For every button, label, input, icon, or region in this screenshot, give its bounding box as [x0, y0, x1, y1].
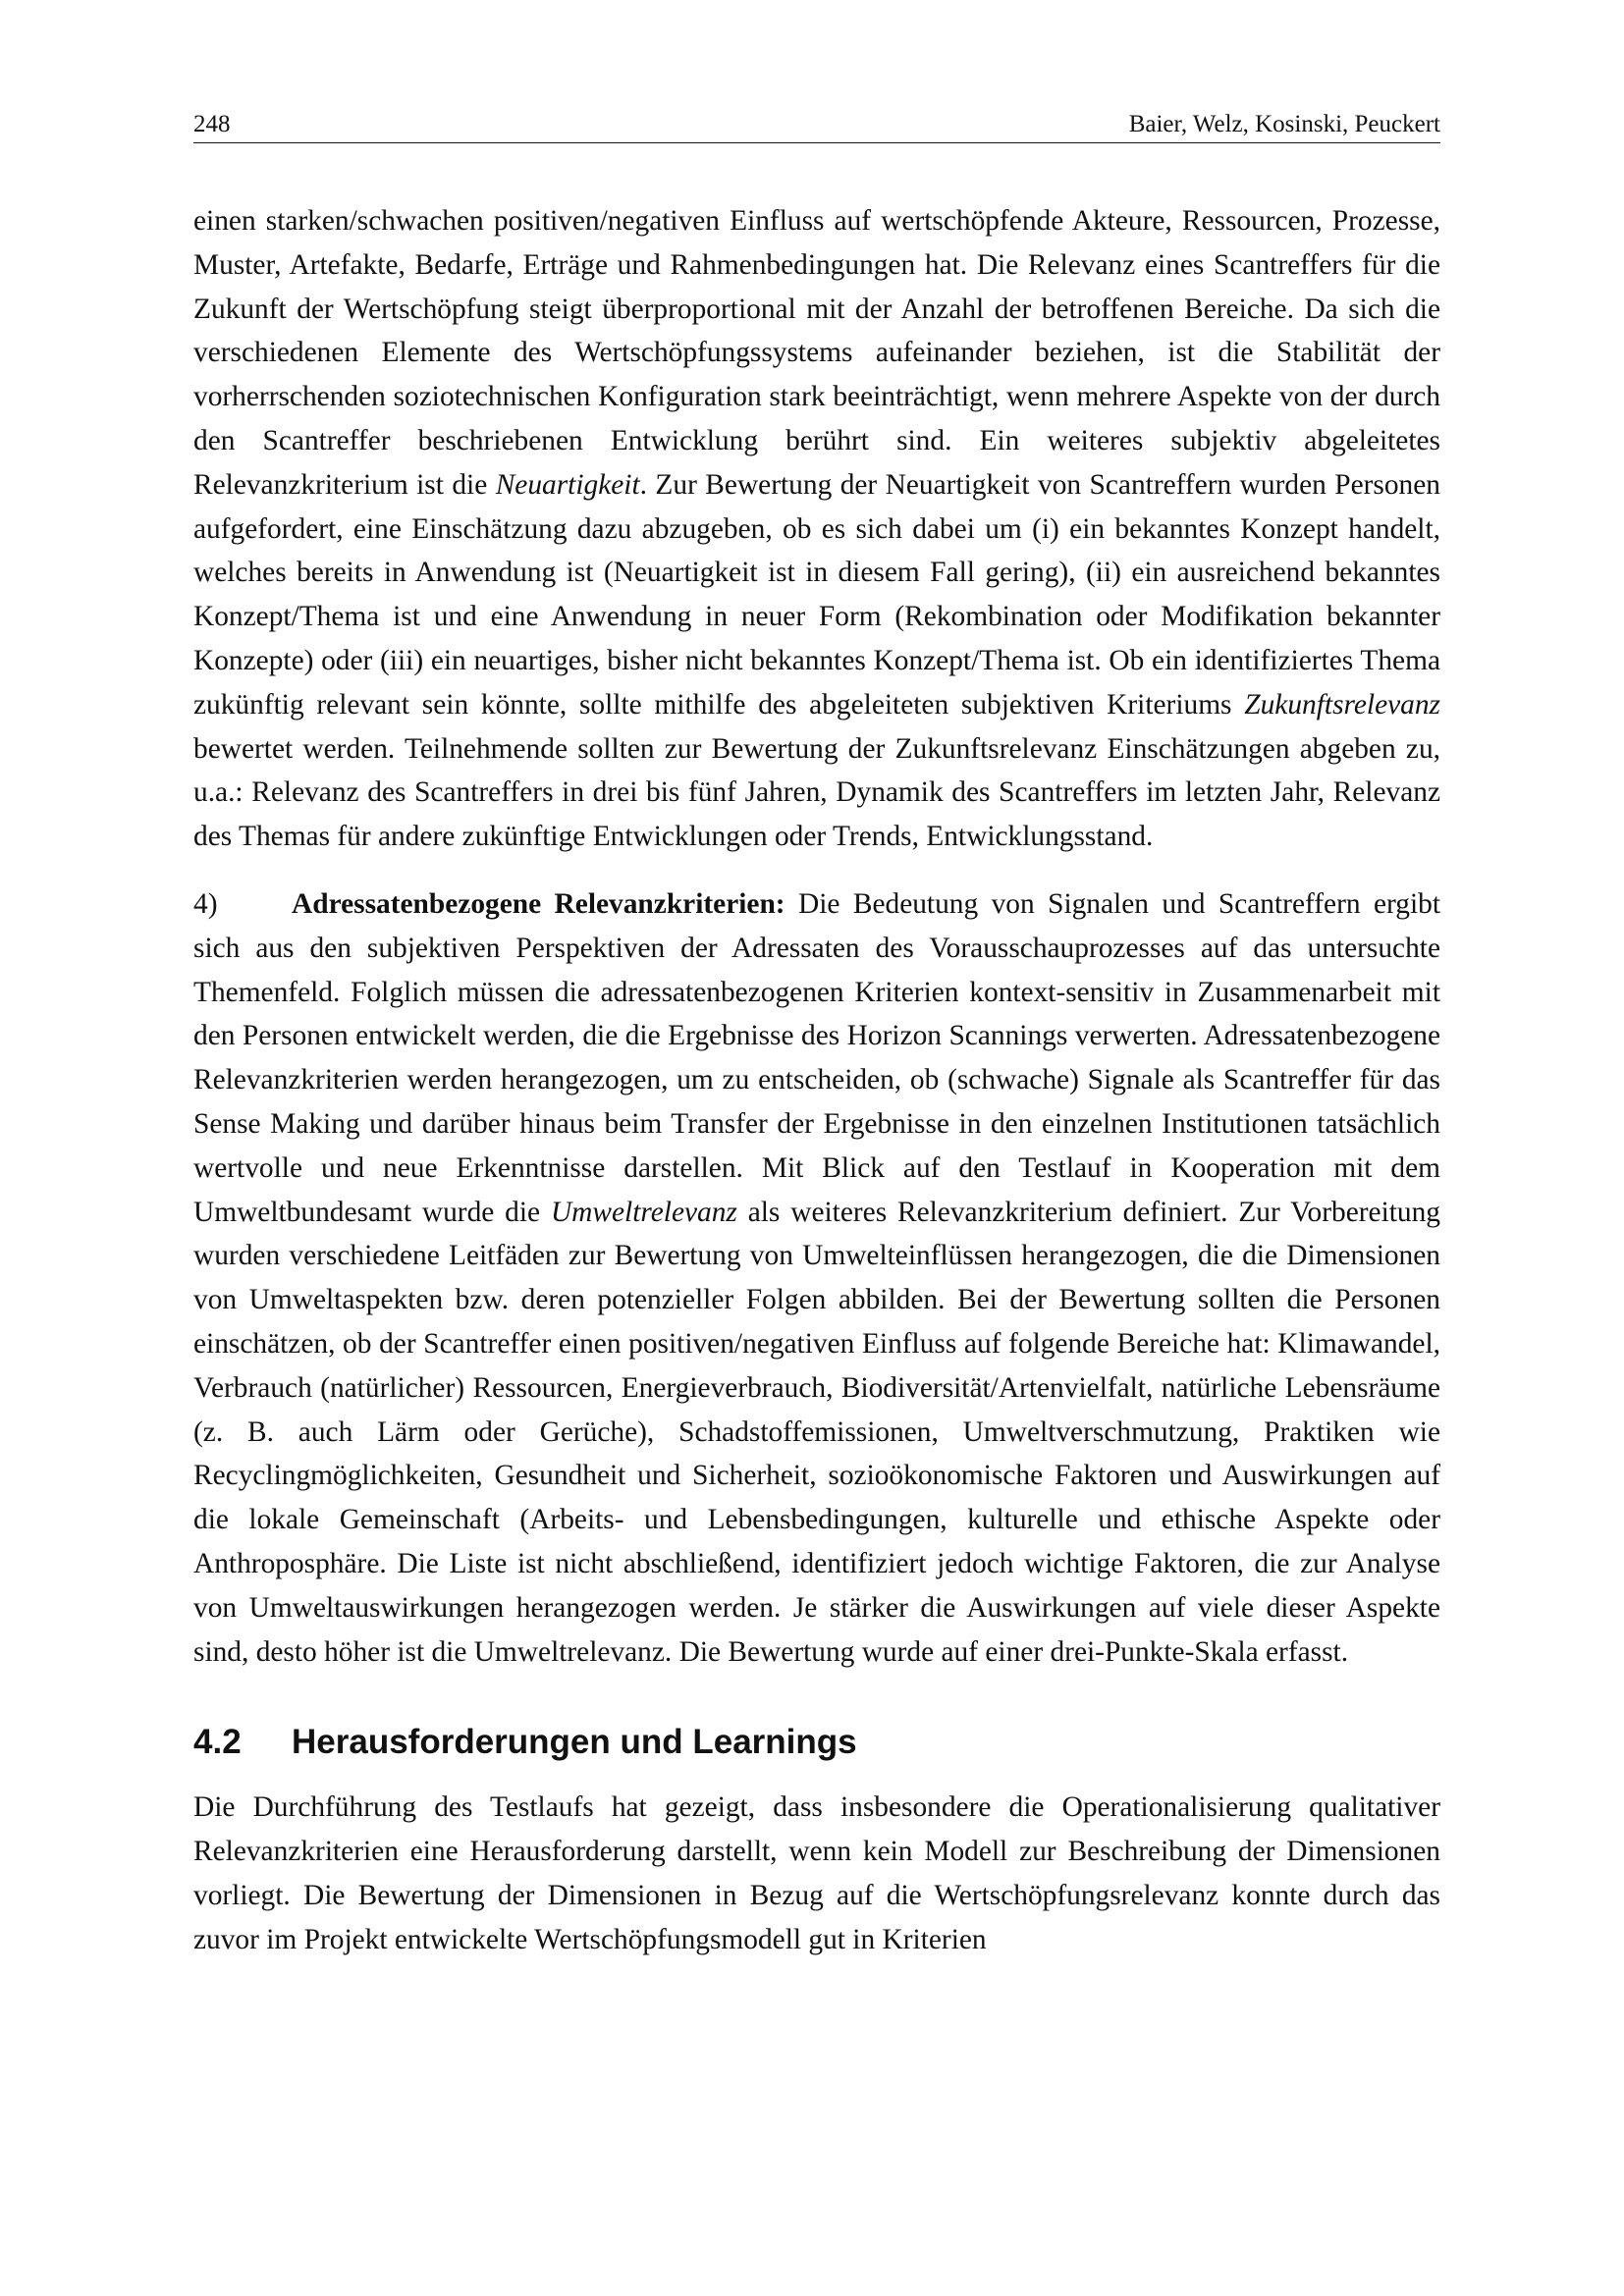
paragraph-text: als weiteres Relevanzkriterium definiert. Zur Vorbereitung wurden verschiedene Leitfäden zur Bewertung von Umwelteinflüssen herangezogen, die die Dimensionen von Umweltaspekten bzw. deren potenzieller Folgen abbilden. Bei der Bewertung sollten die Personen einschätzen, ob der Scantreffer einen positiven/negativen Einfluss auf folgende Bereiche hat: Klimawandel, Verbrauch (natürlicher) Ressourcen, Energieverbrauch, Biodiversität/Artenvielfalt, natürliche Lebensräume (z. B. auch Lärm oder Gerüche), Schadstoffemissionen, Umweltverschmutzung, Praktiken wie Recyclingmöglichkeiten, Gesundheit und Sicherheit, sozioökonomische Faktoren und Auswirkungen auf die lokale Gemeinschaft (Arbeits- und Lebensbedingungen, kulturelle und ethische Aspekte oder Anthroposphäre. Die Liste ist nicht abschließend, identifiziert jedoch wichtige Faktoren, die zur Analyse von Umweltauswirkungen herangezogen werden. Je stärker die Auswirkungen auf viele dieser Aspekte sind, desto höher ist die Umweltrelevanz. Die Bewertung wurde auf einer drei-Punkte-Skala erfasst.: [193, 1196, 1440, 1668]
paragraph-relevance-criteria-continued: [193, 199, 1440, 859]
paragraph-text: . Zur Bewertung der Neuartigkeit von Scantreffern wurden Personen aufgefordert, eine Einschätzung dazu abzugeben, ob es sich dabei um (i) ein bekanntes Konzept handelt, welches bereits in Anwendung ist (Neuartigkeit ist in diesem Fall gering), (ii) ein ausreichend bekanntes Konzept/Thema ist und eine Anwendung in neuer Form (Rekombination oder Modifikation bekannter Konzepte) oder (iii) ein neuartiges, bisher nicht bekanntes Konzept/Thema ist. Ob ein identifiziertes Thema zukünftig relevant sein könnte, sollte mithilfe des abgeleiteten subjektiven Kriteriums: [193, 468, 1440, 721]
enumerated-paragraph-4: [193, 882, 1440, 1674]
section-number: 4.2: [193, 1723, 242, 1762]
italic-term-neuartigkeit: Neuartigkeit: [495, 468, 640, 501]
italic-term-zukunftsrelevanz: Zukunftsrelevanz: [1244, 688, 1440, 721]
body-text: [193, 199, 1440, 1961]
running-head: [193, 111, 1440, 143]
bold-label-adressatenbezogene: Adressatenbezogene Relevanzkriterien:: [292, 887, 785, 920]
paragraph-challenges: [193, 1786, 1440, 1961]
running-head-authors: Baier, Welz, Kosinski, Peuckert: [1128, 111, 1440, 137]
italic-term-umweltrelevanz: Umweltrelevanz: [550, 1196, 737, 1228]
paragraph-text: Die Bedeutung von Signalen und Scantreffern ergibt sich aus den subjektiven Perspektiven der Adressaten des Vorausschauprozesses auf das untersuchte Themenfeld. Folglich müssen die adressatenbezogenen Kriterien kontext-sensitiv in Zusammenarbeit mit den Personen entwickelt werden, die die Ergebnisse des Horizon Scannings verwerten. Adressatenbezogene Relevanzkriterien werden herangezogen, um zu entscheiden, ob (schwache) Signale als Scantreffer für das Sense Making und darüber hinaus beim Transfer der Ergebnisse in den einzelnen Institutionen tatsächlich wertvolle und neue Erkenntnisse darstellen. Mit Blick auf den Testlauf in Kooperation mit dem Umweltbundesamt wurde die: [193, 887, 1440, 1228]
section-heading: [193, 1721, 1440, 1764]
enumeration-number: 4): [193, 887, 218, 920]
paragraph-text: bewertet werden. Teilnehmende sollten zur Bewertung der Zukunftsrelevanz Einschätzungen abgeben zu, u.a.: Relevanz des Scantreffers in drei bis fünf Jahren, Dynamik des Scantreffers im letzten Jahr, Relevanz des Themas für andere zukünftige Entwicklungen oder Trends, Entwicklungsstand.: [193, 732, 1440, 853]
paragraph-text: einen starken/schwachen positiven/negativen Einfluss auf wertschöpfende Akteure, Ressourcen, Prozesse, Muster, Artefakte, Bedarfe, Erträge und Rahmenbedingungen hat. Die Relevanz eines Scantreffers für die Zukunft der Wertschöpfung steigt überproportional mit der Anzahl der betroffenen Bereiche. Da sich die verschiedenen Elemente des Wertschöpfungssystems aufeinander beziehen, ist die Stabilität der vorherrschenden soziotechnischen Konfiguration stark beeinträchtigt, wenn mehrere Aspekte von der durch den Scantreffer beschriebenen Entwicklung berührt sind. Ein weiteres subjektiv abgeleitetes Relevanzkriterium ist die: [193, 205, 1440, 501]
section-title: Herausforderungen und Learnings: [292, 1723, 857, 1762]
page-number: 248: [193, 111, 231, 137]
paragraph-text: Die Durchführung des Testlaufs hat gezeigt, dass insbesondere die Operationalisierung qualitativer Relevanzkriterien eine Herausforderung darstellt, wenn kein Modell zur Beschreibung der Dimensionen vorliegt. Die Bewertung der Dimensionen in Bezug auf die Wertschöpfungsrelevanz konnte durch das zuvor im Projekt entwickelte Wertschöpfungsmodell gut in Kriterien: [193, 1791, 1440, 1955]
